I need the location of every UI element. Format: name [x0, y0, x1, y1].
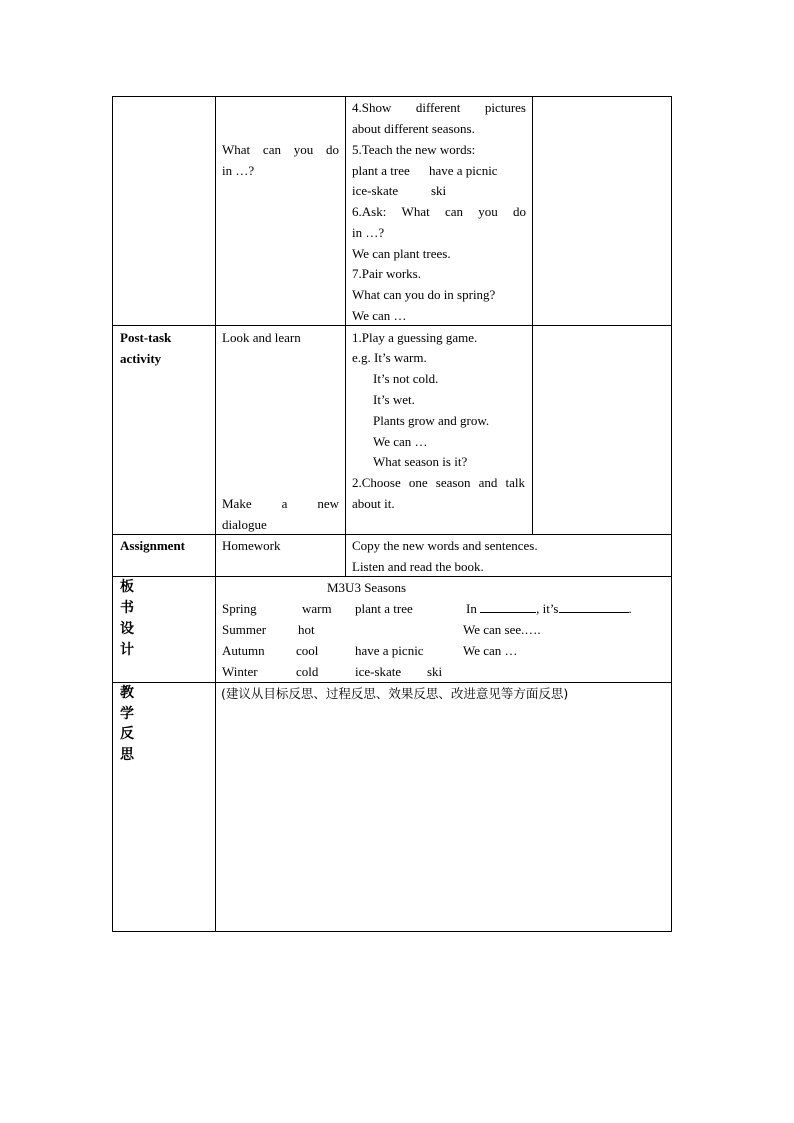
board-blank-weather [559, 598, 629, 613]
board-adj-cool: cool [296, 643, 319, 658]
row1-step6-answer: We can plant trees. [352, 246, 451, 261]
post-task-label-line2: activity [120, 351, 162, 366]
post-task-step2-line2: about it. [352, 496, 395, 511]
row1-question-line2: in …? [222, 163, 255, 178]
row1-step6-line1: 6.Ask: What can you do [352, 204, 526, 219]
post-task-clue-wet: It’s wet. [373, 392, 415, 407]
row1-step6-line2: in …? [352, 225, 385, 240]
reflection-label-char-1: 教 [120, 685, 134, 701]
post-task-label-line1: Post-task [120, 330, 172, 345]
board-activity-plant-tree: plant a tree [355, 601, 413, 616]
reflection-label-char-3: 反 [120, 726, 134, 742]
board-adj-hot: hot [298, 622, 315, 637]
row1-word-ice-skate: ice-skate [352, 183, 399, 198]
post-task-example: e.g. It’s warm. [352, 350, 427, 365]
row1-step7-answer: We can … [352, 308, 407, 323]
board-season-summer: Summer [222, 622, 267, 637]
board-pattern-see: We can see.…. [463, 622, 541, 637]
board-blank-season [480, 598, 536, 613]
row1-step7-question: What can you do in spring? [352, 287, 496, 302]
board-label-char-2: 书 [120, 600, 134, 616]
board-label-char-4: 计 [120, 642, 134, 658]
row1-step4-line2: about different seasons. [352, 121, 475, 136]
board-activity-ski: ski [427, 664, 443, 679]
board-label-char-1: 板 [120, 579, 134, 595]
row1-word-have-picnic: have a picnic [429, 163, 498, 178]
board-season-autumn: Autumn [222, 643, 265, 658]
post-task-clue-plants: Plants grow and grow. [373, 413, 490, 428]
row1-step7-line1: 7.Pair works. [352, 266, 421, 281]
board-label-char-3: 设 [120, 621, 134, 637]
post-task-clue-we-can: We can … [373, 434, 428, 449]
board-content-cell [215, 576, 672, 683]
assignment-activity: Homework [222, 538, 281, 553]
row1-col1-cell [112, 96, 216, 326]
row1-word-ski: ski [431, 183, 447, 198]
reflection-content-cell [215, 682, 672, 932]
board-adj-cold: cold [296, 664, 319, 679]
post-task-step2-line1: 2.Choose one season and talk [352, 475, 525, 490]
board-season-winter: Winter [222, 664, 258, 679]
reflection-hint: (建议从目标反思、过程反思、效果反思、改进意见等方面反思) [221, 686, 569, 701]
row1-col4-cell [532, 96, 672, 326]
post-task-step1: 1.Play a guessing game. [352, 330, 478, 345]
row1-step5-line1: 5.Teach the new words: [352, 142, 476, 157]
post-task-notes-cell [532, 325, 672, 535]
row1-word-plant-tree: plant a tree [352, 163, 410, 178]
post-task-activity2-line1: Make a new [222, 496, 339, 511]
assignment-line2: Listen and read the book. [352, 559, 484, 574]
row1-step4-line1: 4.Show different pictures [352, 100, 526, 115]
post-task-clue-not-cold: It’s not cold. [373, 371, 439, 386]
board-title: M3U3 Seasons [327, 580, 407, 595]
assignment-label: Assignment [120, 538, 186, 553]
board-pattern-in-its: In , it’s . [466, 598, 632, 619]
reflection-label-char-4: 思 [120, 747, 134, 763]
board-season-spring: Spring [222, 601, 257, 616]
row1-col2-cell [215, 96, 346, 326]
post-task-activity1: Look and learn [222, 330, 301, 345]
board-adj-warm: warm [302, 601, 332, 616]
post-task-activity2-line2: dialogue [222, 517, 267, 532]
assignment-line1: Copy the new words and sentences. [352, 538, 538, 553]
reflection-label-char-2: 学 [120, 706, 134, 722]
post-task-clue-question: What season is it? [373, 454, 468, 469]
row1-question-line1: What can you do [222, 142, 339, 157]
board-activity-ice-skate: ice-skate [355, 664, 402, 679]
board-pattern-can: We can … [463, 643, 518, 658]
board-activity-have-picnic: have a picnic [355, 643, 424, 658]
